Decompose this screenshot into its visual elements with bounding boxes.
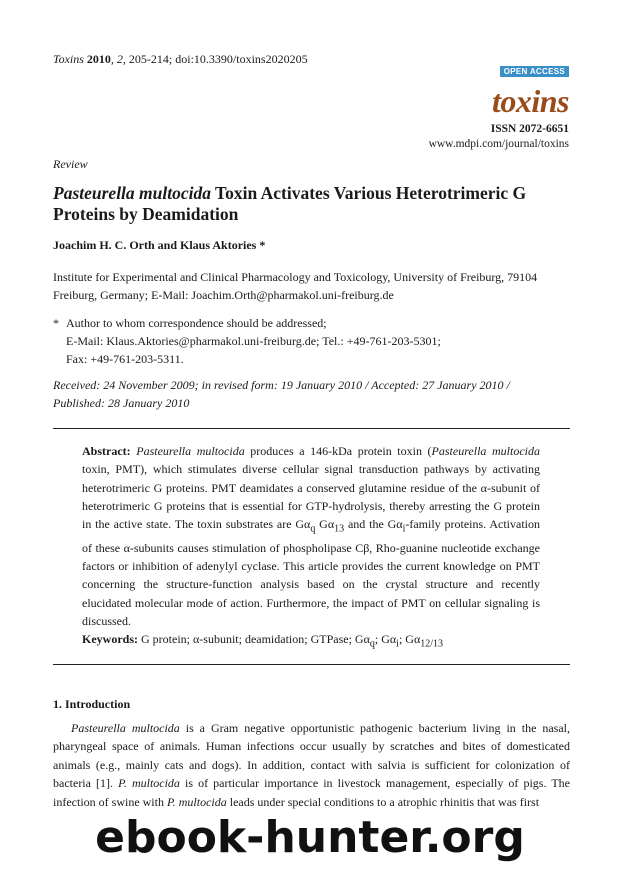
abstract-text: -family proteins. Activation of these α-subunits causes stimulation of phospholipase Cβ, Rho-guanine nucleotide exchange factors or inhibition of adenylyl cyclase. This article provides the current knowledge on PMT concerning the structure-function analysis based on the crystal structure and recently elucidated molecular mode of action. Furthermore, the impact of PMT on cellular signaling is discussed. (82, 517, 540, 629)
correspondence (53, 314, 573, 368)
abstract-text: and the Gα (344, 517, 403, 532)
abstract-bottom-rule (53, 664, 570, 665)
organism-name: Pasteurella multocida (71, 721, 180, 735)
open-access-badge: OPEN ACCESS (500, 66, 569, 77)
abstract-text: produces a 146-kDa protein toxin ( (244, 444, 432, 458)
journal-url[interactable]: www.mdpi.com/journal/toxins (428, 138, 569, 150)
abstract-organism: Pasteurella multocida (136, 444, 245, 458)
corr-star: * (53, 316, 59, 330)
section-heading: 1. Introduction (53, 697, 131, 711)
issn: ISSN 2072-6651 (490, 123, 569, 135)
corr-line: Fax: +49-761-203-5311. (66, 352, 184, 366)
keywords-text: ; Gα (374, 632, 397, 646)
subscript: 13 (334, 523, 345, 535)
abstract-text: toxin, PMT), which stimulates diverse cellular signal transduction pathways by activating heterotrimeric G proteins. PMT deamidates a conserved glutamine residue of the α-subunit of heterotrimeric G proteins that is essential for GTP-hydrolysis, thereby arresting the G protein in the active state. The toxin substrates are Gα (82, 462, 540, 532)
introduction-body (53, 719, 570, 811)
paragraph-text: leads under special conditions to a atrophic rhinitis that was first (226, 794, 540, 809)
title-rest: Toxin Activates Various Heterotrimeric G Proteins by Deamidation (53, 183, 527, 224)
citation-journal: Toxins (53, 52, 84, 66)
organism-name: P. multocida (118, 776, 180, 791)
citation-line: Toxins 2010, 2, 205-214; doi:10.3390/toxins2020205 (53, 52, 308, 66)
citation-year: 2010 (86, 52, 111, 66)
keywords-text: ; Gα (398, 632, 421, 646)
subscript: 12/13 (420, 638, 444, 650)
abstract-text: Gα (315, 517, 335, 532)
watermark: ebook-hunter.org (95, 812, 525, 863)
keywords (82, 632, 540, 649)
journal-logo: toxins (491, 83, 569, 119)
organism-name: P. multocida (166, 794, 227, 809)
abstract-organism: Pasteurella multocida (431, 444, 541, 458)
corr-line: E-Mail: Klaus.Aktories@pharmakol.uni-freiburg.de; Tel.: +49-761-203-5301; (66, 334, 441, 348)
abstract-top-rule (53, 428, 570, 429)
subscript: i (396, 638, 399, 650)
keywords-label: Keywords: (82, 632, 138, 646)
dates-line: Published: 28 January 2010 (53, 396, 190, 410)
citation-volume: 2 (116, 52, 123, 66)
paragraph-text: is of particular importance in livestock management, especially of pigs. The infection of swine with (53, 776, 570, 809)
subscript: i (402, 523, 406, 535)
subscript: q (310, 523, 316, 535)
abstract (82, 442, 540, 630)
publication-dates (53, 376, 573, 412)
article-title (53, 183, 573, 225)
affiliation-line: Freiburg, Germany; E-Mail: Joachim.Orth@pharmakol.uni-freiburg.de (53, 288, 394, 302)
keywords-text: G protein; α-subunit; deamidation; GTPase; Gα (138, 632, 370, 646)
affiliation (53, 268, 573, 304)
subscript: q (369, 638, 375, 650)
corr-line: Author to whom correspondence should be addressed; (66, 316, 327, 330)
citation-rest: , 205-214; doi:10.3390/toxins2020205 (122, 52, 308, 66)
paragraph (53, 719, 570, 811)
abstract-label: Abstract: (82, 444, 131, 458)
authors: Joachim H. C. Orth and Klaus Aktories * (53, 238, 266, 252)
paragraph-text: is a Gram negative opportunistic pathogenic bacterium living in the nasal, pharyngeal space of animals. Human infections occur usually by scratches and bites of domesticated animals (e.g., mainly cats and dogs). In addition, contact with salvia is sufficient for colonization of bacteria [1]. (53, 721, 570, 791)
article-type: Review (53, 157, 88, 171)
dates-line: Received: 24 November 2009; in revised form: 19 January 2010 / Accepted: 27 January 2010 / (53, 378, 510, 392)
title-organism: Pasteurella multocida (53, 183, 211, 203)
affiliation-line: Institute for Experimental and Clinical Pharmacology and Toxicology, University of Freiburg, 79104 (53, 270, 538, 284)
